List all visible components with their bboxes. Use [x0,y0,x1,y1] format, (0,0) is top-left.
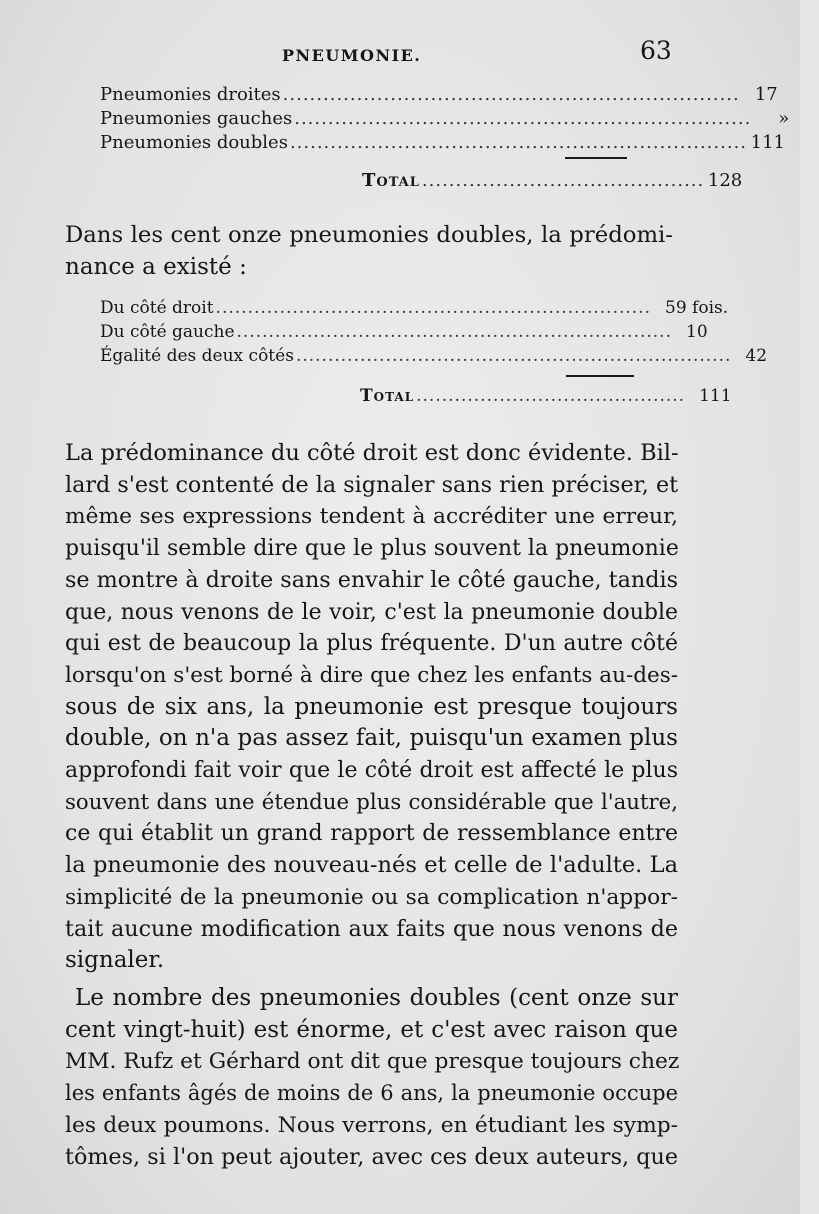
text-line: cent vingt-huit) est énorme, et c'est avec raison que [65,1016,678,1043]
leader-dots: .................................................................... [282,84,740,105]
table2-row [100,296,729,321]
text-line: les enfants âgés de moins de 6 ans, la pneumonie occupe [65,1081,678,1106]
total-value: 111 [699,386,732,406]
row-label: Pneumonies gauches [100,108,293,129]
text-line: lard s'est contenté de la signaler sans rien préciser, et [65,471,679,498]
table2-row [100,344,768,369]
text-line: signaler. [65,947,165,974]
text-line: que, nous venons de le voir, c'est la pneumonie double [65,599,678,625]
text-line: simplicité de la pneumonie ou sa complication n'appor- [65,884,678,910]
text-line: nance a existé : [65,253,247,280]
text-line: La prédominance du côté droit est donc évidente. Bil- [65,440,679,466]
leader-dots: .......................................... [421,170,705,191]
table2-row [100,320,708,345]
text-line: qui est de beaucoup la plus fréquente. D'un autre côté [65,631,678,657]
row-label: Du côté gauche [100,322,235,342]
text-line: souvent dans une étendue plus considérable que l'autre, [65,789,678,815]
body-paragraph [65,983,678,1173]
leader-dots: .................................................................... [294,108,752,129]
text-line: ce qui établit un grand rapport de ressemblance entre [65,821,678,847]
text-line: puisqu'il semble dire que le plus souvent la pneumonie [65,536,679,562]
text-line: MM. Rufz et Gérhard ont dit que presque toujours chez [65,1049,680,1075]
text-line: les deux poumons. Nous verrons, en étudiant les symp- [65,1112,678,1138]
page-number: 63 [640,36,672,65]
row-value: » [778,108,790,129]
running-title: PNEUMONIE. [282,46,422,65]
leader-dots: .................................................................... [289,132,748,153]
text-line: lorsqu'on s'est borné à dire que chez les enfants au-des- [65,662,678,688]
row-label: Pneumonies droites [100,84,281,105]
text-line: Le nombre des pneumonies doubles (cent onze sur [75,985,678,1011]
row-label: Égalité des deux côtés [100,346,294,366]
table1-row [100,82,778,107]
sum-rule [566,375,634,377]
row-value: 17 [754,84,778,105]
table1-row [100,130,786,155]
sum-rule [565,157,627,159]
row-value: 111 [750,132,786,153]
text-line: tait aucune modification aux faits que nous venons de [65,915,678,942]
text-line: se montre à droite sans envahir le côté gauche, tandis [65,566,678,593]
table2-total-row [360,384,732,409]
table1-total-row [362,168,743,193]
text-line: approfondi fait voir que le côté droit est affecté le plus [65,758,678,784]
text-line: même ses expressions tendent à accréditer une erreur, [65,504,678,530]
leader-dots: .................................................................... [295,346,732,366]
table1-row [100,106,790,131]
row-value: 42 [745,346,768,366]
body-paragraph [65,438,678,977]
total-value: 128 [707,170,743,191]
text-line: la pneumonie des nouveau-nés et celle de l'adulte. La [65,852,678,879]
text-line: sous de six ans, la pneumonie est presque toujours [65,693,678,720]
total-label: Total [362,170,420,191]
row-value: 10 [686,322,708,342]
leader-dots: .................................................................... [215,298,652,318]
row-label: Du côté droit [100,298,214,318]
total-label: Total [360,386,415,406]
leader-dots: .................................................................... [236,322,672,342]
text-line: double, on n'a pas assez fait, puisqu'un examen plus [65,725,678,752]
row-label: Pneumonies doubles [100,132,288,153]
text-line: Dans les cent onze pneumonies doubles, la prédomi- [65,222,673,248]
text-line: tômes, si l'on peut ajouter, avec ces deux auteurs, que [65,1143,678,1170]
intro-paragraph [65,220,673,283]
leader-dots: .......................................... [416,386,686,406]
row-value: 59 fois. [665,298,729,318]
